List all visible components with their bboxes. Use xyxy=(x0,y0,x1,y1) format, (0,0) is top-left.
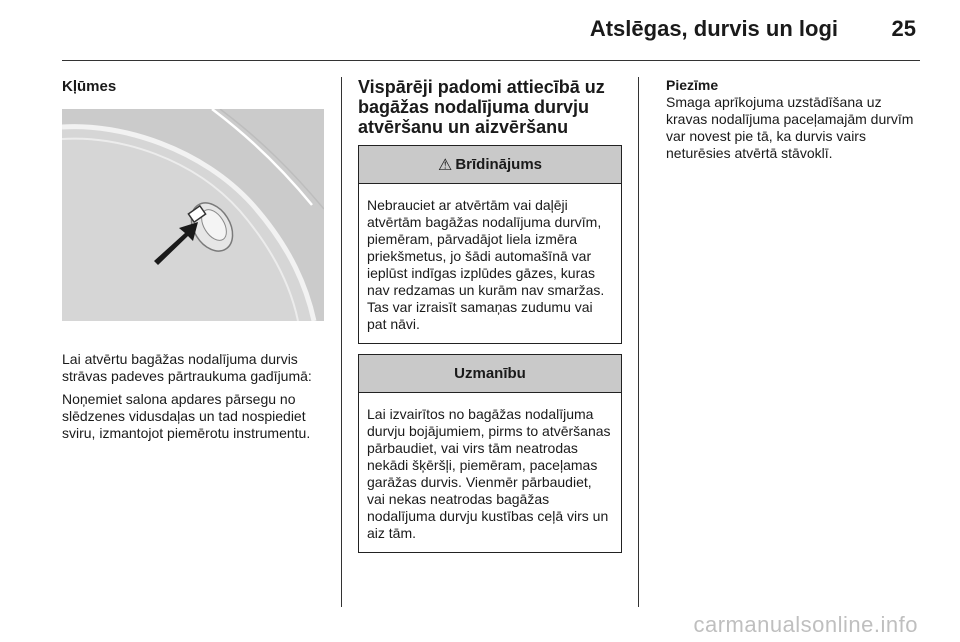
tailgate-lock-release-arrow-illustration xyxy=(62,109,324,321)
warning-triangle-icon: ⚠ xyxy=(437,156,453,174)
section-heading-failures: Kļūmes xyxy=(62,78,117,95)
column-divider-left xyxy=(341,77,342,607)
warning-box-header xyxy=(359,146,621,184)
warning-box-text: Nebrauciet ar atvērtām vai daļēji atvērtām bagāžas nodalījuma durvīm, piemēram, pārvadājot liela izmēra priekšmetus, jo šādi automašīnā var ieplūst indīgas izplūdes gāzes, kuras nav redzamas un kurām nav smaržas. Tas var izraisīt samaņas zudumu vai pat nāvi. xyxy=(367,197,605,332)
paragraph-remove-cover: Noņemiet salona apdares pārsegu no slēdzenes vidusdaļas un tad nospiediet sviru, izmantojot piemērotu instrumentu. xyxy=(62,391,311,441)
caution-box-text: Lai izvairītos no bagāžas nodalījuma durvju bojājumiem, pirms to atvēršanas pārbaudiet, vai virs tām neatrodas nekādi šķēršļi, piemēram, paceļamas garāžas durvis. Vienmēr pārbaudiet, vai nekas neatrodas bagāžas nodalījuma durvju kustības ceļā virs un aiz tām. xyxy=(367,406,611,541)
left-column xyxy=(62,77,328,442)
caution-box-header xyxy=(359,355,621,393)
middle-column xyxy=(358,77,624,553)
page-title: Atslēgas, durvis un logi xyxy=(589,16,838,41)
page-number: 25 xyxy=(891,16,916,41)
right-column xyxy=(666,77,922,162)
section-heading-general-advice: Vispārēji padomi attiecībā uz bagāžas nodalījuma durvju atvēršanu un aizvēršanu xyxy=(358,77,605,137)
note-text: Smaga aprīkojuma uzstādīšana uz kravas nodalījuma paceļamajām durvīm var novest pie tā, ka durvis vairs neturēsies atvērtā stāvoklī. xyxy=(666,94,914,161)
paragraph-power-failure: Lai atvērtu bagāžas nodalījuma durvis strāvas padeves pārtraukuma gadījumā: xyxy=(62,351,312,384)
warning-box-title: Brīdinājums xyxy=(455,156,543,173)
column-divider-right xyxy=(638,77,639,607)
warning-box xyxy=(358,145,622,344)
caution-box-title: Uzmanību xyxy=(454,365,526,382)
watermark: carmanualsonline.info xyxy=(693,612,918,637)
note-title: Piezīme xyxy=(666,77,719,93)
header-rule xyxy=(62,60,920,61)
caution-box xyxy=(358,354,622,553)
